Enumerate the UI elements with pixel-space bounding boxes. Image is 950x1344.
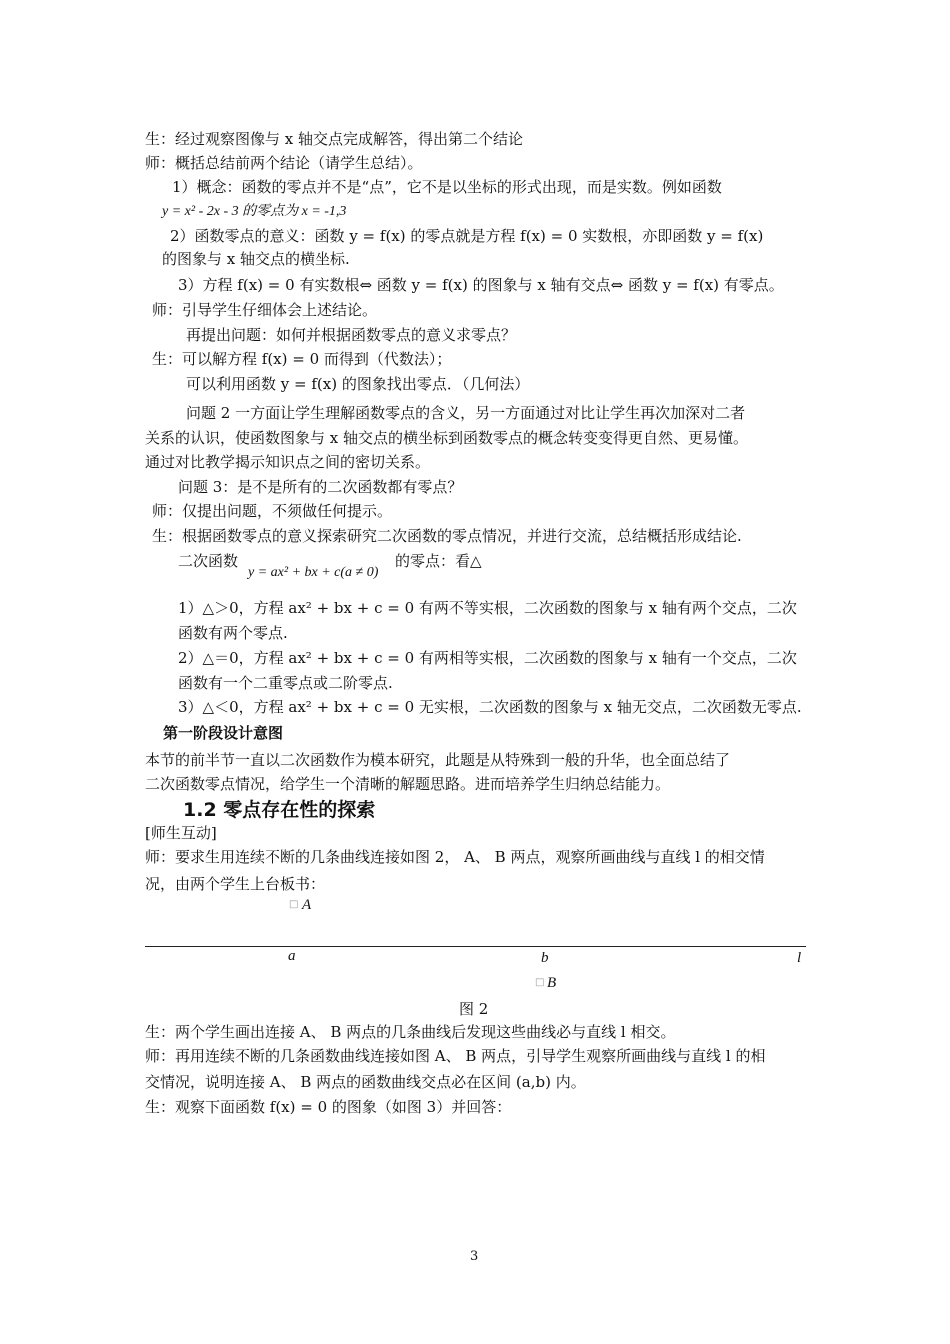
line-18-formula: y = ax² + bx + c(a ≠ 0)	[248, 565, 379, 580]
line-32: 生：观察下面函数 f(x) = 0 的图象（如图 3）并回答：	[145, 1098, 512, 1116]
line-10: 生：可以解方程 f(x) = 0 而得到（代数法）；	[152, 350, 452, 368]
line-30: 师：再用连续不断的几条函数曲线连接如图 A、 B 两点，引导学生观察所画曲线与直线 l 的相	[145, 1047, 766, 1065]
line-22: 函数有一个二重零点或二阶零点.	[178, 674, 393, 692]
label-a: a	[288, 948, 296, 964]
line-16: 师：仅提出问题，不须做任何提示。	[152, 502, 393, 520]
line-12: 问题 2 一方面让学生理解函数零点的含义，另一方面通过对比让学生再次加深对二者	[186, 404, 746, 422]
point-a-marker: □	[289, 899, 299, 910]
line-02: 师：概括总结前两个结论（请学生总结）。	[145, 154, 423, 172]
label-point-a: A	[302, 897, 312, 913]
line-25: 二次函数零点情况，给学生一个清晰的解题思路。进而培养学生归纳总结能力。	[145, 775, 671, 793]
line-07: 3）方程 f(x) = 0 有实数根⇔ 函数 y = f(x) 的图象与 x 轴有交点⇔ 函数 y = f(x) 有零点。	[178, 276, 784, 294]
line-09: 再提出问题：如何并根据函数零点的意义求零点？	[186, 326, 517, 344]
label-l: l	[797, 950, 802, 966]
point-b-marker: □	[535, 977, 545, 988]
line-18-tail: 的零点：看△	[395, 552, 482, 570]
line-20: 函数有两个零点.	[178, 624, 288, 642]
line-14: 通过对比教学揭示知识点之间的密切关系。	[145, 453, 431, 471]
line-19: 1）△＞0，方程 ax² + bx + c = 0 有两不等实根，二次函数的图象与 x 轴有两个交点，二次	[178, 599, 797, 617]
line-29: 生：两个学生画出连接 A、 B 两点的几条曲线后发现这些曲线必与直线 l 相交。	[145, 1023, 676, 1041]
line-01: 生：经过观察图像与 x 轴交点完成解答，得出第二个结论	[145, 130, 523, 148]
line-13: 关系的认识，使函数图象与 x 轴交点的横坐标到函数零点的概念转变变得更自然、更易懂。	[145, 429, 748, 447]
label-point-b: B	[547, 975, 557, 991]
line-26: [师生互动]	[145, 824, 217, 842]
line-03: 1）概念：函数的零点并不是“点”，它不是以坐标的形式出现，而是实数。例如函数	[172, 178, 722, 196]
subsection-title: 1.2 零点存在性的探索	[183, 799, 376, 821]
line-23: 3）△＜0，方程 ax² + bx + c = 0 无实根，二次函数的图象与 x 轴无交点，二次函数无零点.	[178, 698, 802, 716]
line-28: 况，由两个学生上台板书：	[145, 875, 326, 893]
line-06: 的图象与 x 轴交点的横坐标.	[162, 250, 350, 268]
line-21: 2）△＝0，方程 ax² + bx + c = 0 有两相等实根，二次函数的图象与 x 轴有一个交点，二次	[178, 649, 797, 667]
line-05: 2）函数零点的意义：函数 y = f(x) 的零点就是方程 f(x) = 0 实数根，亦即函数 y = f(x)	[170, 227, 764, 245]
line-17: 生：根据函数零点的意义探索研究二次函数的零点情况，并进行交流，总结概括形成结论.	[152, 527, 742, 545]
line-27: 师：要求生用连续不断的几条曲线连接如图 2， A、 B 两点，观察所画曲线与直线 l 的相交情	[145, 848, 765, 866]
line-24: 本节的前半节一直以二次函数作为模本研究，此题是从特殊到一般的升华，也全面总结了	[145, 751, 731, 769]
line-15: 问题 3：是不是所有的二次函数都有零点？	[178, 478, 463, 496]
figure-caption: 图 2	[459, 1000, 489, 1018]
line-18-label: 二次函数	[178, 552, 239, 570]
line-11: 可以利用函数 y = f(x) 的图象找出零点．（几何法）	[186, 375, 530, 393]
line-04-formula: y = x² - 2x - 3 的零点为 x = -1,3	[162, 204, 347, 219]
page-number: 3	[470, 1249, 479, 1264]
line-l	[145, 946, 806, 947]
line-31: 交情况，说明连接 A、 B 两点的函数曲线交点必在区间 (a,b) 内。	[145, 1073, 586, 1091]
section-heading: 第一阶段设计意图	[163, 724, 284, 742]
label-b: b	[541, 950, 549, 966]
line-08: 师：引导学生仔细体会上述结论。	[152, 301, 378, 319]
